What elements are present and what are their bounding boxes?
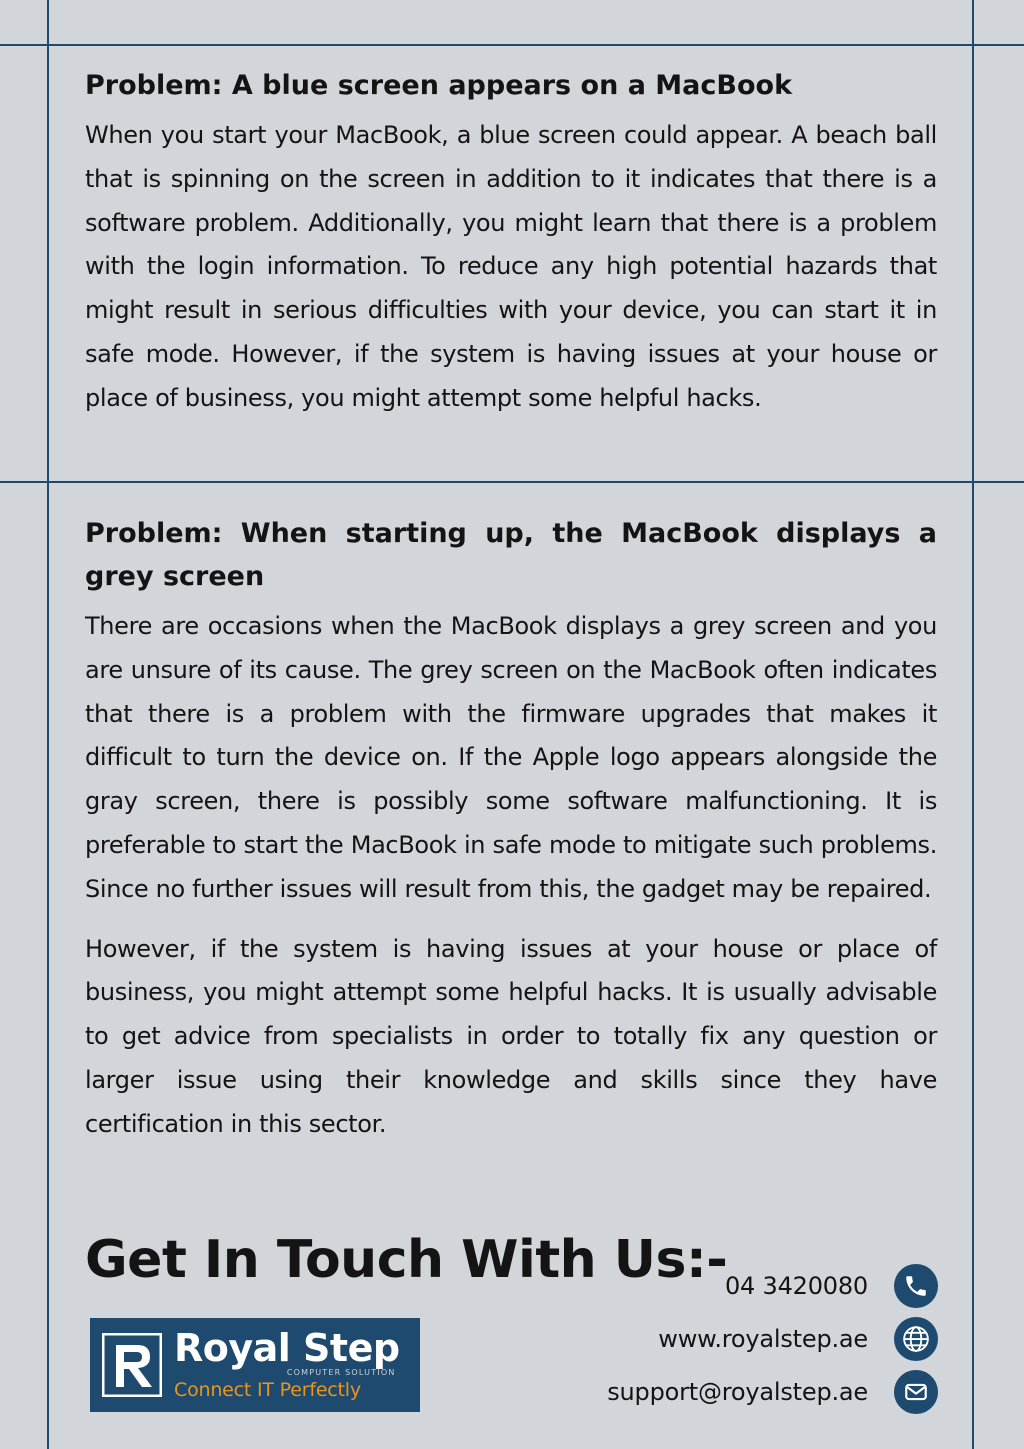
top-divider — [0, 44, 1024, 46]
email-link[interactable]: support@royalstep.ae — [607, 1378, 868, 1406]
section-body: However, if the system is having issues at your house or place of business, you might attempt some helpful hacks. It is usually advisable to get advice from specialists in order to totally fix any question or larger issue using their knowledge and skills since they have certification in this sector. — [85, 934, 937, 1138]
section-body: There are occasions when the MacBook displays a grey screen and you are unsure of its cause. The grey screen on the MacBook often indicates that there is a problem with the firmware upgrades that makes it difficult to turn the device on. If the Apple logo appears alongside the gray screen, there is possibly some software malfunctioning. It is preferable to start the MacBook in safe mode to mitigate such problems. Since no further issues will result from this, the gadget may be repaired. — [85, 612, 937, 903]
mail-icon — [894, 1370, 938, 1414]
section-title: Problem: A blue screen appears on a MacBook — [85, 70, 793, 101]
section-blue-screen — [85, 64, 937, 421]
contact-heading: Get In Touch With Us:- — [85, 1230, 728, 1290]
company-logo[interactable] — [90, 1318, 420, 1412]
section-title: Problem: When starting up, the MacBook displays a grey screen — [85, 518, 937, 592]
website-link[interactable]: www.royalstep.ae — [658, 1325, 868, 1353]
section-grey-screen — [85, 512, 937, 1147]
contact-website[interactable] — [658, 1317, 938, 1361]
phone-number[interactable]: 04 3420080 — [724, 1272, 868, 1300]
section-body: When you start your MacBook, a blue screen could appear. A beach ball that is spinning on the screen in addition to it indicates that there is a software problem. Additionally, you might learn that there is a problem with the login information. To reduce any high potential hazards that might result in serious difficulties with your device, you can start it in safe mode. However, if the system is having issues at your house or place of business, you might attempt some helpful hacks. — [85, 121, 937, 412]
logo-subtitle: COMPUTER SOLUTION — [286, 1368, 396, 1377]
left-border-line — [47, 0, 49, 1449]
logo-name: Royal Step — [174, 1326, 400, 1370]
right-border-line — [972, 0, 974, 1449]
logo-tagline: Connect IT Perfectly — [174, 1379, 361, 1401]
phone-icon — [894, 1264, 938, 1308]
middle-divider — [0, 481, 1024, 483]
contact-email[interactable] — [607, 1370, 938, 1414]
royal-step-logo-icon — [102, 1333, 162, 1397]
contact-phone[interactable] — [725, 1264, 938, 1308]
globe-icon — [894, 1317, 938, 1361]
